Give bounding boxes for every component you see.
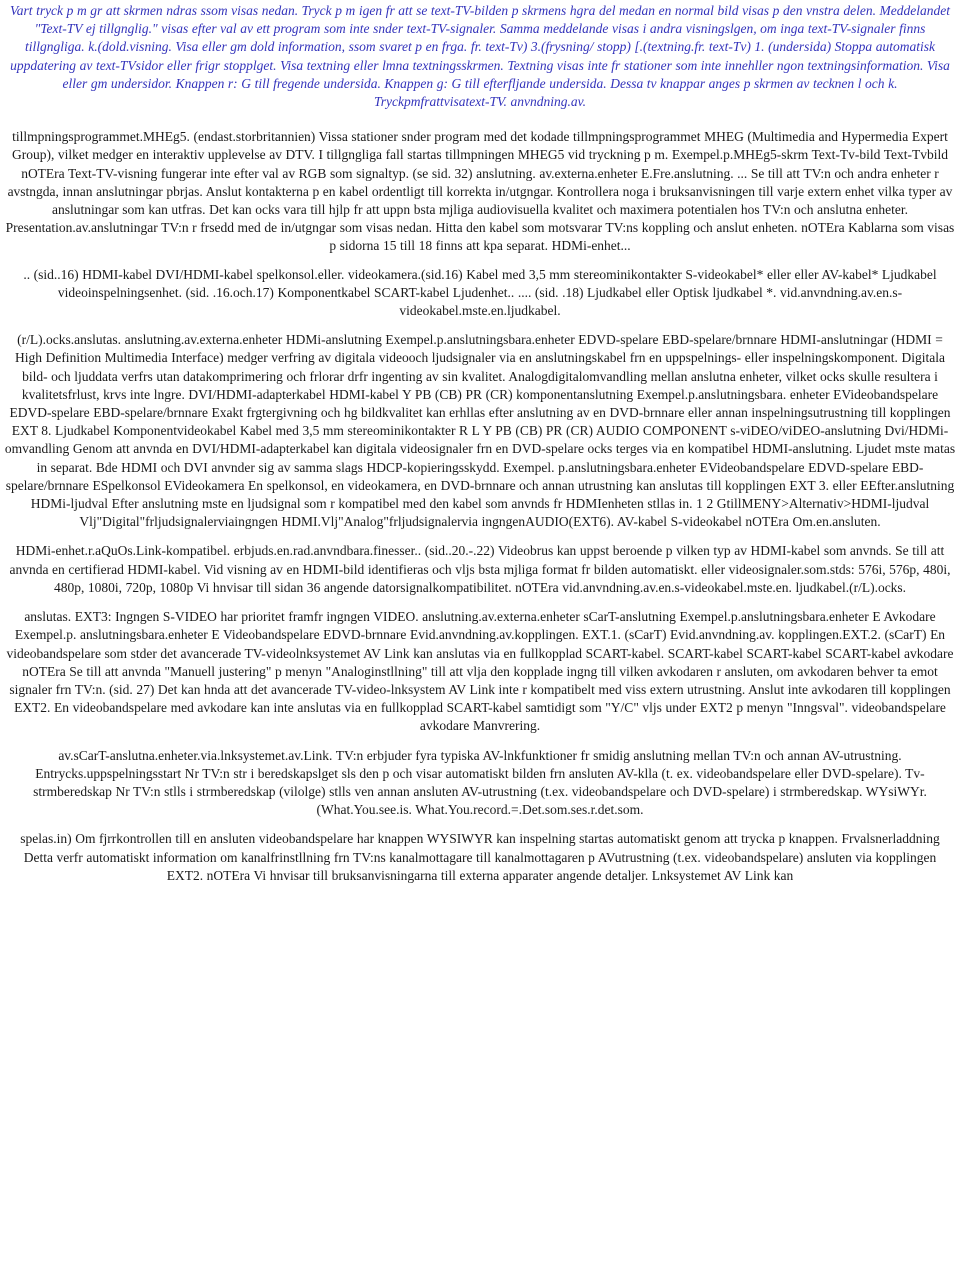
paragraph-text-tv-intro: Vart tryck p m gr att skrmen ndras ssom visas nedan. Tryck p m igen fr att se text-TV-bilden p skrmens hgra del medan en normal bild visas p den vnstra delen. Meddelandet "Text-TV ej tillgnglig." visas efter val av ett program som inte snder text-TV-signaler. Samma meddelande visas i andra visningslgen, om inga text-TV-signaler finns tillgngliga. k.(dold.visning. Visa eller gm dold information, ssom svaret p en frga. fr. text-Tv) 3.(frysning/ stopp) [.(textning.fr. text-Tv) 1. (undersida) Stoppa automatisk uppdatering av text-TVsidor eller frigr stopplget. Visa textning eller lmna textningsskrmen. Textning visas inte fr stationer som inte innehller ngon textningsinformation. Visa eller gm undersidor. Knappen r: G till fregende undersida. Knappen g: G till efterfljande undersida. Dessa tv knappar anges p skrmen av tecknen l och k. Tryckpmfrattvisatext-TV. anvndning.av. — [9, 3, 951, 110]
paragraph-aquos-link-hdmi: HDMi-enhet.r.aQuOs.Link-kompatibel. erbjuds.en.rad.anvndbara.finesser.. (sid..20.-.22) Videobrus kan uppst beroende p vilken typ av HDMI-kabel som anvnds. Se till att anvnda en certifierad HDMI-kabel. Vid visning av en HDMI-bild identifieras och vljs bsta mjliga format fr bilden automatiskt. eller videosignaler.som.stds: 576i, 576p, 480i, 480p, 1080i, 720p, 1080p Vi hnvisar till sidan 36 angende datorsignalkompatibilitet. nOTEra vid.anvndning.av.en.s-videokabel.mste.en. ljudkabel.(r/L).ocks. — [9, 543, 951, 595]
paragraph-mheg5-and-connections: tillmpningsprogrammet.MHEg5. (endast.storbritannien) Vissa stationer snder program med det kodade tillmpningsprogrammet MHEG (Multimedia and Hypermedia Expert Group), vilket medger en interaktiv upplevelse av DTV. I tillgngliga fall startas tillmpningen MHEG5 vid tryckning p m. Exempel.p.MHEg5-skrm Text-Tv-bild Text-Tvbild nOTEra Text-TV-visning fungerar inte efter val av RGB som signaltyp. (se sid. 32) anslutning. av.externa.enheter E.Fre.anslutning. ... Se till att TV:n och andra enheter r avstngda, innan anslutningar pbrjas. Anslut kontakterna p en kabel ordentligt till korrekta in/utgngar. Kontrollera noga i bruksanvisningen till varje extern enhet vilka typer av anslutningar som kan utfras. Det kan ocks vara till hjlp fr att uppn bsta mjliga audiovisuella kvalitet och maximera potentialen hos TV:n och anslutna enheter. Presentation.av.anslutningar TV:n r frsedd med de in/utgngar som visas nedan. Hitta den kabel som motsvarar TV:ns koppling och anslut enheten. nOTEra Kablarna som visas p sidorna 15 till 18 finns att kpa separat. HDMi-enhet... — [5, 129, 955, 254]
paragraph-wysiwyr-preset-download: spelas.in) Om fjrrkontrollen till en ansluten videobandspelare har knappen WYSIWYR kan inspelning startas automatiskt genom att trycka p knappen. Frvalsnerladdning Detta verfr automatiskt information om kanalfrinstllning frn TV:ns kanalmottagare till kanalmottagaren p AVutrustning (t.ex. videobandspelare) ansluten via kopplingen EXT2. nOTEra Vi hnvisar till bruksanvisningarna till externa apparater angende detaljer. Lnksystemet AV Link kan — [20, 831, 940, 883]
paragraph-hdmi-connection: (r/L).ocks.anslutas. anslutning.av.externa.enheter HDMi-anslutning Exempel.p.anslutningsbara.enheter EDVD-spelare EBD-spelare/brnnare HDMI-anslutningar (HDMI = High Definition Multimedia Interface) medger verfring av digitala videooch ljudsignaler via en anslutningskabel frn en uppspelnings- eller inspelningskomponent. Digitala bild- och ljuddata verfrs utan datakomprimering och frlorar drfr ingenting av sin kvalitet. Analogdigitalomvandling mellan anslutna enheter, vilket ocks skulle resultera i kvalitetsfrlust, krvs inte lngre. DVI/HDMI-adapterkabel HDMI-kabel Y PB (CB) PR (CR) komponentanslutning Exempel.p.anslutningsbara. enheter EVideobandspelare EDVD-spelare EBD-spelare/brnnare Exakt frgtergivning och hg bildkvalitet kan erhllas efter anslutning av en DVD-brnnare eller annan inspelningsutrustning till kopplingen EXT 8. Ljudkabel Komponentvideokabel Kabel med 3,5 mm stereominikontakter R L Y PB (CB) PR (CR) AUDIO COMPONENT s-viDEO/viDEO-anslutning Dvi/HDMi-omvandling Genom att anvnda en DVI/HDMI-adapterkabel kan digitala videosignaler frn en DVD-spelare ocks terges via en kompatibel HDMI-anslutning. Ljudet mste matas in separat. Bde HDMI och DVI anvnder sig av samma slags HDCP-kopieringsskydd. Exempel. p.anslutningsbara.enheter EVideobandspelare EDVD-spelare EBD-spelare/brnnare ESpelkonsol EVideokamera En spelkonsol, en videokamera, en DVD-brnnare och annan utrustning kan anslutas till kopplingen EXT 3. eller EEfter.anslutning HDMi-ljudval Efter anslutning mste en ljudsignal som r kompatibel med den kabel som anvnds fr HDMIenheten stllas in. 1 2 GtillMENY>Alternativ>HDMI-ljudval Vlj"Digital"frljudsignalerviaingngen HDMI.Vlj"Analog"frljudsignalervia ingngenAUDIO(EXT6). AV-kabel S-videokabel nOTEra Om.en.ansluten. — [4, 332, 956, 530]
paragraph-cable-list: .. (sid..16) HDMI-kabel DVI/HDMI-kabel spelkonsol.eller. videokamera.(sid.16) Kabel med 3,5 mm stereominikontakter S-videokabel* eller eller AV-kabel* Ljudkabel videoinspelningsenhet. (sid. .16.och.17) Komponentkabel SCART-kabel Ljudenhet.. .... (sid. .18) Ljudkabel eller Optisk ljudkabel *. vid.anvndning.av.en.s-videokabel.mste.en.ljudkabel. — [23, 266, 937, 319]
paragraph-av-link-functions: av.sCarT-anslutna.enheter.via.lnksystemet.av.Link. TV:n erbjuder fyra typiska AV-lnkfunktioner fr smidig anslutning mellan TV:n och annan AV-utrustning. Entrycks.uppspelningsstart Nr TV:n str i beredskapslget sls den p och visar automatiskt bilden frn ansluten AV-klla (t. ex. videobandspelare eller DVD-spelare). Tv-strmberedskap Nr TV:n stlls i strmberedskap (vilolge) stlls ven annan ansluten AV-utrustning (t.ex. videobandspelare och DVD-spelare) i strmberedskap. WYsiWYr.(What.You.see.is. What.You.record.=.Det.som.ses.r.det.som. — [33, 747, 927, 818]
document-body — [4, 2, 956, 885]
paragraph-scart-connection: anslutas. EXT3: Ingngen S-VIDEO har prioritet framfr ingngen VIDEO. anslutning.av.externa.enheter sCarT-anslutning Exempel.p.anslutningsbara.enheter E Avkodare Exempel.p. anslutningsbara.enheter E Videobandspelare EDVD-brnnare Evid.anvndning.av.kopplingen. EXT.1. (sCarT) Evid.anvndning.av. kopplingen.EXT.2. (sCarT) En videobandspelare som stder det avancerade TV-videolnksystemet AV Link kan anslutas via en fullkopplad SCART-kabel. SCART-kabel SCART-kabel SCART-kabel avkodare nOTEra Se till att anvnda "Manuell justering" p menyn "Analoginstllning" till att vlja den kopplade ingng till vilken avkodaren r ansluten, om avkodaren behver ta emot signaler frn TV:n. (sid. 27) Det kan hnda att det avancerade TV-video-lnksystem AV Link inte r kompatibelt med viss extern utrustning. Anslut inte avkodaren till kopplingen EXT2. En videobandspelare med avkodare kan inte anslutas via en fullkopplad SCART-kabel samtidigt som "Y/C" vljs under EXT2 p menyn "Inngsval". videobandspelare avkodare Manvrering. — [6, 609, 954, 734]
